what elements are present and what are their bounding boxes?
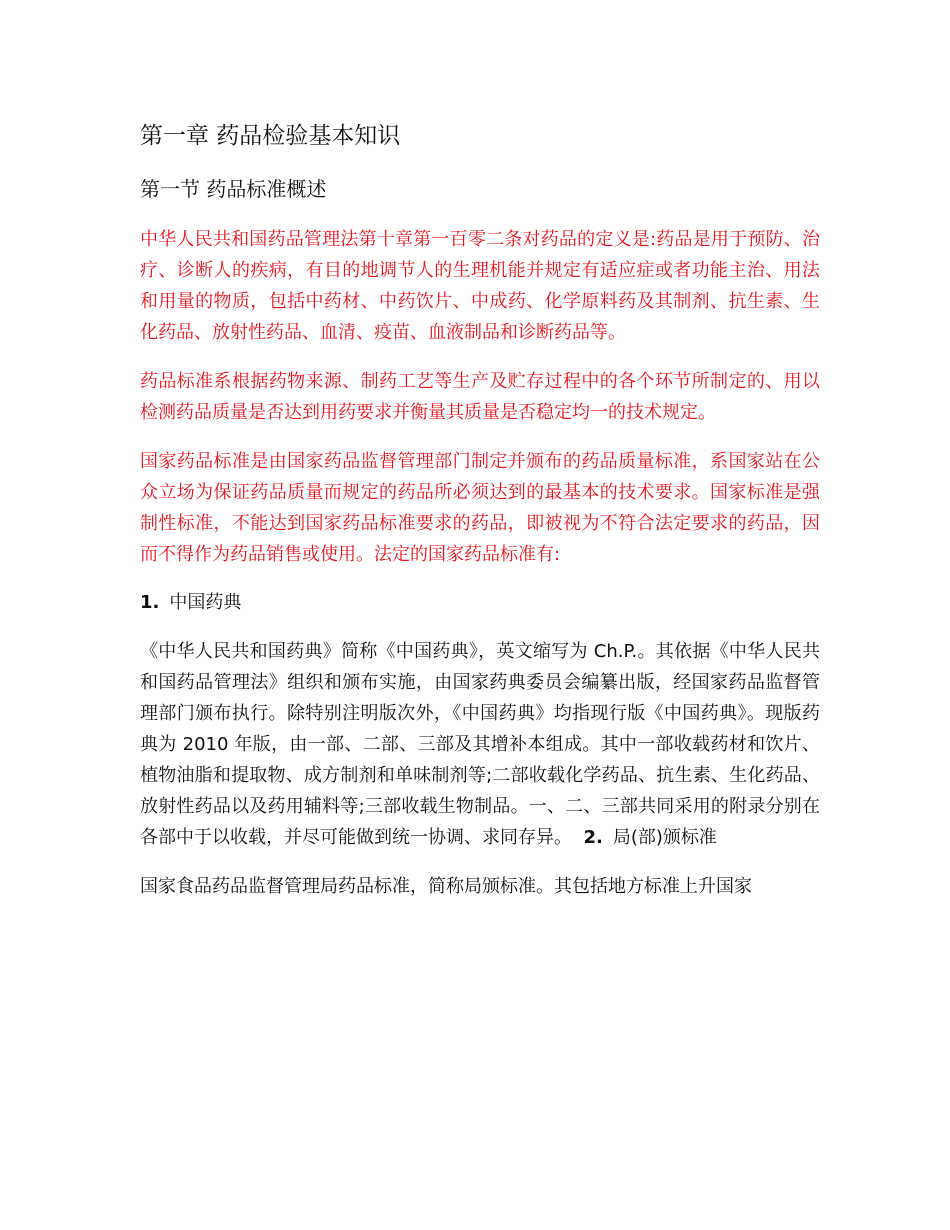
- section-title: 第一节 药品标准概述: [140, 177, 327, 201]
- chapter-title: 第一章 药品检验基本知识: [140, 123, 401, 149]
- paragraph-drug-standard: 药品标准系根据药物来源、制药工艺等生产及贮存过程中的各个环节所制定的、用以检测药品质量是否达到用药要求并衡量其质量是否稳定均一的技术规定。: [140, 371, 820, 423]
- list-item-pharmacopoeia: [140, 588, 820, 618]
- list-item-number: 1.: [140, 592, 160, 613]
- paragraph-pharmacopoeia: [140, 636, 820, 853]
- list-item-label-2: 局(部)颁标准: [612, 827, 717, 848]
- pharmacopoeia-text: 《中华人民共和国药典》简称《中国药典》，英文缩写为 Ch.P.。其依据《中华人民共和国药品管理法》组织和颁布实施，由国家药典委员会编纂出版，经国家药品监督管理部门颁布执行。除特别注明版次外，《中国药典》均指现行版《中国药典》。现版药典为 2010 年版，由一部、二部、三部及其增补本组成。其中一部收载药材和饮片、植物油脂和提取物、成方制剂和单味制剂等;二部收载化学药品、抗生素、生化药品、放射性药品以及药用辅料等;三部收载生物制品。一、二、三部共同采用的附录分别在各部中于以收载，并尽可能做到统一协调、求同存异。: [140, 641, 820, 848]
- paragraph-drug-definition: 中华人民共和国药品管理法第十章第一百零二条对药品的定义是:药品是用于预防、治疗、诊断人的疾病，有目的地调节人的生理机能并规定有适应症或者功能主治、用法和用量的物质，包括中药材、中药饮片、中成药、化学原料药及其制剂、抗生素、生化药品、放射性药品、血清、疫苗、血液制品和诊断药品等。: [140, 229, 820, 343]
- paragraph-bureau-standard: 国家食品药品监督管理局药品标准，简称局颁标准。其包括地方标准上升国家: [140, 876, 752, 897]
- list-item-label: 中国药典: [169, 592, 242, 613]
- list-item-number-2: 2.: [583, 827, 603, 848]
- document-page: [140, 118, 820, 920]
- paragraph-national-standard: 国家药品标准是由国家药品监督管理部门制定并颁布的药品质量标准，系国家站在公众立场为保证药品质量而规定的药品所必须达到的最基本的技术要求。国家标准是强制性标准，不能达到国家药品标准要求的药品，即被视为不符合法定要求的药品，因而不得作为药品销售或使用。法定的国家药品标准有:: [140, 451, 820, 565]
